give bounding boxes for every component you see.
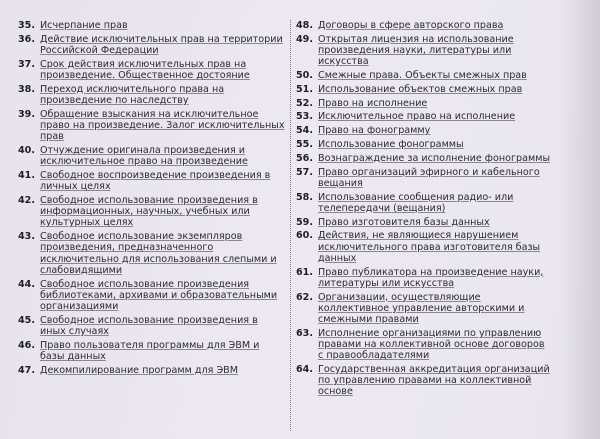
question-item [18,59,286,81]
right-column [296,20,552,400]
question-item [296,84,552,95]
question-number: 47. [18,364,35,376]
question-title: Право на исполнение [318,97,428,109]
question-item [18,340,286,362]
question-number: 63. [296,327,313,339]
question-title: Свободное использование экземпляров произведения, предназначенного исключительно для использования слепыми и слабовидящими [40,231,277,276]
question-number: 43. [18,231,35,243]
question-number: 41. [18,170,35,181]
question-number: 64. [296,363,313,375]
question-number: 44. [18,278,35,290]
question-item [296,292,552,326]
question-item [18,34,286,56]
question-number: 38. [18,83,35,95]
question-item [296,328,552,362]
question-number: 57. [296,166,313,178]
question-number: 49. [296,33,313,45]
question-item [296,34,552,68]
question-item [296,167,552,189]
question-number: 39. [18,108,35,120]
question-title: Право на фонограмму [318,125,431,137]
question-item [18,84,286,106]
question-item [296,70,552,81]
question-item [296,20,552,31]
question-item [18,365,286,376]
question-title: Свободное использование произведения в иных случаях [40,314,258,338]
question-title: Договоры в сфере авторского права [318,20,504,31]
question-item [296,125,552,136]
question-number: 61. [296,266,313,278]
question-number: 58. [296,191,313,203]
question-title: Смежные права. Объекты смежных прав [318,70,527,81]
question-title: Использование сообщения радио- или телепередачи (вещания) [318,191,514,214]
question-title: Исполнение организациями по управлению правами на коллективной основе договоров с правообладателями [318,327,545,362]
question-item [296,230,552,264]
question-item [296,364,552,398]
question-item [18,315,286,337]
question-item [18,231,286,276]
question-title: Использование фонограммы [318,138,464,150]
question-item [296,217,552,228]
question-title: Декомпилирование программ для ЭВМ [40,364,239,376]
question-title: Переход исключительного права на произведение по наследству [40,83,225,106]
question-title: Организации, осуществляющие коллективное управление авторскими и смежными правами [318,291,525,325]
question-title: Исчерпание прав [40,20,128,31]
question-title: Право публикатора на произведение науки, литературы или искусства [318,266,544,289]
question-number: 36. [18,33,35,45]
question-number: 50. [296,70,313,81]
question-title: Государственная аккредитация организаций по управлению правами на коллективной основе [318,363,550,398]
question-number: 62. [296,291,313,303]
question-title: Действия, не являющиеся нарушением исключительного права изготовителя базы данных [318,230,541,264]
question-title: Отчуждение оригинала произведения и исключительное право на произведение [40,145,248,168]
question-item [296,192,552,214]
question-item [18,145,286,167]
question-title: Право организаций эфирного и кабельного вещания [318,166,540,189]
question-title: Свободное воспроизведение произведения в личных целях [40,170,271,193]
question-number: 35. [18,20,35,31]
page-edge-shadow [560,0,600,439]
question-number: 60. [296,230,313,242]
question-number: 52. [296,97,313,109]
question-number: 54. [296,125,313,137]
question-number: 48. [296,20,313,31]
question-number: 56. [296,152,313,164]
question-item [18,279,286,313]
question-title: Обращение взыскания на исключительное право на произведение. Залог исключительных прав [40,108,285,143]
question-title: Использование объектов смежных прав [318,83,523,95]
question-number: 46. [18,339,35,351]
question-item [296,98,552,109]
question-number: 55. [296,138,313,150]
question-number: 59. [296,216,313,228]
question-number: 51. [296,83,313,95]
question-title: Вознаграждение за исполнение фонограммы [318,152,551,164]
question-item [296,111,552,122]
question-item [18,20,286,31]
question-title: Свободное использование произведения библиотеками, архивами и образовательными организациями [40,278,278,313]
question-item [296,153,552,164]
question-item [296,267,552,289]
question-item [18,195,286,229]
question-title: Открытая лицензия на использование произведения науки, литературы или искусства [318,33,514,68]
left-column [18,20,286,379]
question-title: Право пользователя программы для ЭВМ и базы данных [40,339,260,363]
question-item [296,139,552,150]
question-title: Право изготовителя базы данных [318,216,490,228]
question-number: 37. [18,58,35,70]
question-item [18,170,286,192]
question-number: 53. [296,111,313,123]
question-number: 42. [18,195,35,206]
question-title: Свободное использование произведения в информационных, научных, учебных или культурных целях [40,195,258,229]
question-title: Срок действия исключительных прав на произведение. Общественное достояние [40,58,250,81]
question-number: 45. [18,314,35,326]
question-item [18,109,286,143]
column-divider [290,20,291,431]
question-title: Действие исключительных прав на территории Российской Федерации [40,33,283,56]
question-title: Исключительное право на исполнение [318,111,516,123]
question-number: 40. [18,145,35,156]
